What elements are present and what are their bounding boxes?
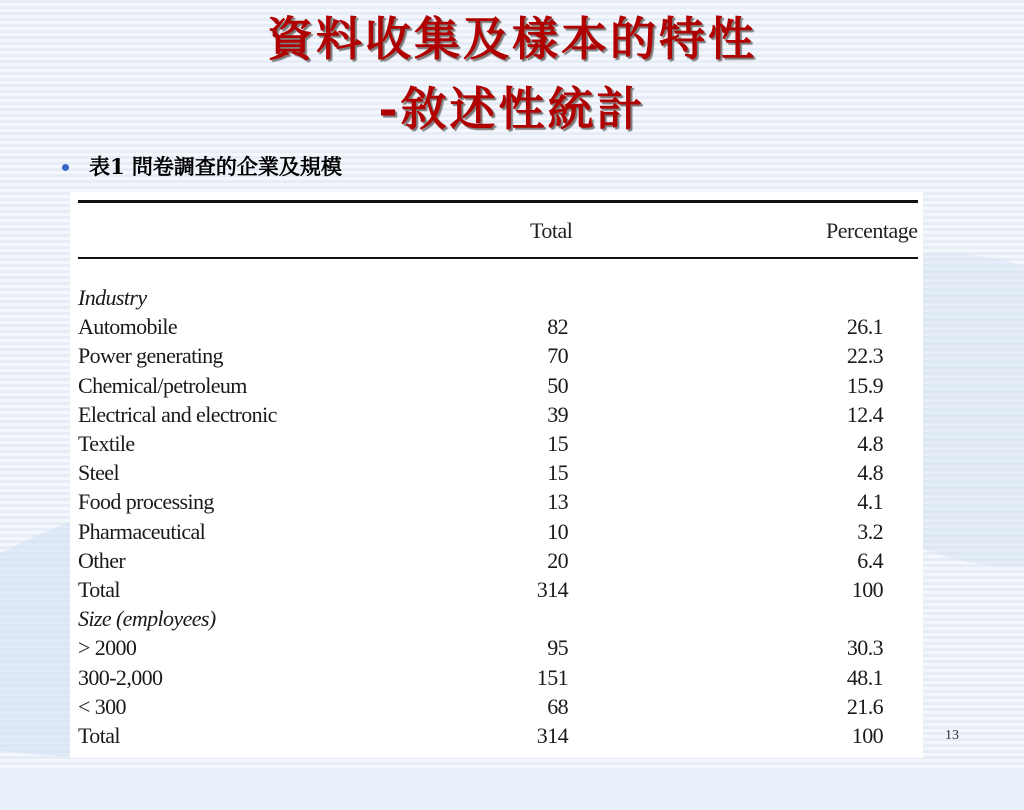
row-label: Chemical/petroleum [78, 372, 247, 398]
cell-total: 39 [547, 401, 568, 427]
slide-title [0, 0, 1024, 140]
cell-total: 314 [536, 577, 568, 602]
cell-total: 10 [547, 518, 568, 544]
row-label: Textile [78, 431, 135, 456]
cell-percentage: 4.8 [857, 460, 883, 486]
table-row [70, 694, 923, 723]
row-label: Power generating [78, 343, 223, 369]
cell-total: 20 [547, 547, 568, 573]
cell-percentage: 22.3 [846, 343, 883, 369]
row-label: Other [78, 547, 126, 573]
cell-total: 50 [547, 372, 568, 398]
table-row [70, 402, 923, 431]
row-label: Food processing [78, 489, 214, 515]
table-section-row [70, 606, 923, 635]
table-row [70, 548, 923, 577]
cell-total: 13 [547, 489, 568, 515]
cell-percentage: 4.1 [857, 489, 883, 515]
slide-title-line-2: -敘述性統計 [378, 82, 646, 136]
table-header-rule [78, 257, 918, 259]
table-row [70, 431, 923, 460]
row-label: < 300 [78, 693, 126, 719]
cell-percentage: 6.4 [857, 547, 883, 573]
bullet-icon [62, 164, 69, 171]
row-label: > 2000 [78, 635, 137, 661]
column-header-total: Total [530, 218, 573, 243]
cell-percentage: 3.2 [857, 518, 883, 544]
section-label: Industry [78, 285, 147, 310]
page-number: 13 [945, 728, 959, 743]
bullet-item [62, 148, 342, 184]
cell-percentage: 100 [851, 577, 883, 602]
cell-total: 68 [547, 693, 568, 719]
section-label: Size (employees) [78, 606, 216, 632]
statistics-table [70, 192, 923, 758]
column-header-percentage: Percentage [826, 218, 918, 243]
cell-total: 15 [547, 460, 568, 486]
row-label: 300-2,000 [78, 664, 163, 690]
cell-total: 151 [536, 664, 568, 690]
row-label: Automobile [78, 314, 178, 340]
cell-total: 70 [547, 343, 568, 369]
row-label: Total [78, 577, 120, 602]
table-row [70, 343, 923, 372]
bullet-text: 表1 問卷調查的企業及規模 [89, 154, 342, 179]
table-row [70, 665, 923, 694]
cell-percentage: 26.1 [846, 314, 883, 340]
cell-percentage: 12.4 [846, 401, 883, 427]
table-row [70, 373, 923, 402]
table-row [70, 723, 923, 752]
cell-total: 82 [547, 314, 568, 340]
cell-total: 314 [536, 723, 568, 748]
table-top-rule [78, 200, 918, 203]
cell-percentage: 30.3 [846, 635, 883, 661]
cell-total: 95 [547, 635, 568, 661]
table-row [70, 314, 923, 343]
cell-percentage: 48.1 [846, 664, 883, 690]
table-row [70, 460, 923, 489]
table-row [70, 489, 923, 518]
cell-percentage: 15.9 [846, 372, 883, 398]
cell-percentage: 4.8 [857, 431, 883, 456]
cell-total: 15 [547, 431, 568, 456]
cell-percentage: 100 [851, 723, 883, 748]
table-row [70, 519, 923, 548]
slide-title-line-1: 資料收集及樣本的特性 [267, 12, 757, 66]
table-section-row [70, 285, 923, 314]
table-row [70, 635, 923, 664]
row-label: Electrical and electronic [78, 401, 277, 427]
cell-percentage: 21.6 [846, 693, 883, 719]
row-label: Total [78, 723, 120, 748]
table-row [70, 577, 923, 606]
row-label: Steel [78, 460, 119, 486]
row-label: Pharmaceutical [78, 518, 206, 544]
